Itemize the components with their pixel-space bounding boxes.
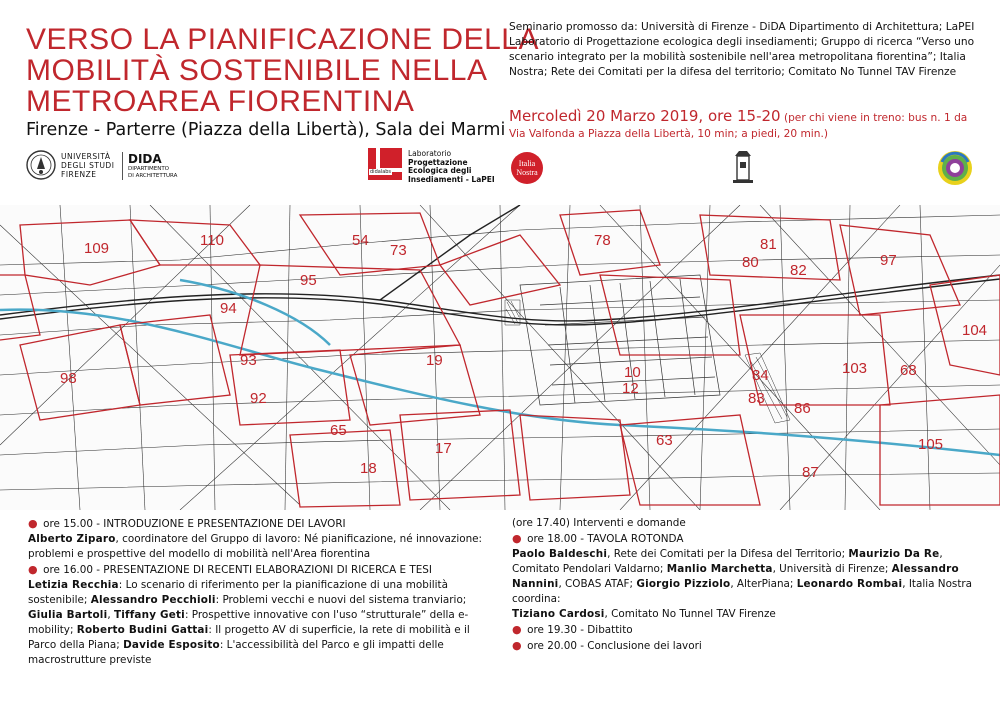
dida-sub: DIPARTIMENTO	[128, 166, 170, 172]
program-text: coordina:	[512, 593, 561, 605]
zone-number: 12	[622, 380, 639, 397]
zone-number: 94	[220, 300, 237, 317]
lapei-line: Ecologica degli	[408, 166, 472, 175]
program-entry	[28, 578, 498, 668]
lapei-line: Progettazione	[408, 157, 468, 167]
italia-nostra-logo	[511, 152, 543, 184]
program-text: , COBAS ATAF;	[558, 578, 637, 590]
lapei-mark-icon	[368, 148, 402, 180]
zone-number: 92	[250, 390, 267, 407]
program-bullet	[28, 562, 498, 578]
zone-number: 98	[60, 370, 77, 387]
bullet-dot-icon: ●	[512, 623, 526, 636]
program-entry	[512, 547, 982, 592]
zone-number: 65	[330, 422, 347, 439]
speaker-name: Paolo Baldeschi	[512, 548, 608, 560]
dida-sub: DI ARCHITETTURA	[128, 173, 178, 179]
program-text: : Il progetto AV di superficie, la rete di mobilità e il Parco della Piana;	[28, 624, 470, 651]
program-text: , AlterPiana;	[730, 578, 797, 590]
zone-number: 103	[842, 360, 868, 377]
lapei-line: Laboratorio	[408, 149, 452, 158]
program-text: , Comitato Pendolari Valdarno;	[512, 548, 943, 575]
zone-number: 84	[752, 367, 769, 384]
zone-number: 87	[802, 464, 819, 481]
program-bullet	[28, 516, 498, 532]
tower-logo-icon	[733, 151, 753, 183]
speaker-name: Letizia Recchia	[28, 579, 119, 591]
dida-logo	[122, 152, 177, 180]
unifi-logo	[26, 148, 114, 182]
title-line: VERSO LA PIANIFICAZIONE DELLA	[26, 23, 539, 56]
zone-number: 78	[594, 232, 611, 249]
zone-number: 83	[748, 390, 765, 407]
speaker-name: Alberto Ziparo	[28, 533, 116, 545]
italia-nostra-line: Nostra	[516, 168, 538, 177]
program-text: , Università di Firenze;	[772, 563, 892, 575]
zone-number: 68	[900, 362, 917, 379]
zone-number: 93	[240, 352, 257, 369]
program-text: : Problemi vecchi e nuovi del sistema tranviario;	[215, 594, 467, 606]
partner-logos-art	[509, 148, 987, 188]
program-text: ore 18.00 - TAVOLA ROTONDA	[527, 533, 684, 545]
program-text: : Lo scenario di riferimento per la pianificazione di una mobilità sostenibile;	[28, 579, 448, 606]
program-text: (ore 17.40) Interventi e domande	[512, 517, 686, 529]
title-line: MOBILITÀ SOSTENIBILE NELLA	[26, 54, 488, 87]
zone-number: 110	[200, 232, 224, 249]
bullet-dot-icon: ●	[28, 517, 42, 530]
unifi-name	[61, 152, 114, 179]
zone-number: 18	[360, 460, 377, 477]
partner-logos	[509, 148, 987, 188]
program-text: ore 20.00 - Conclusione dei lavori	[527, 640, 702, 652]
zone-number: 95	[300, 272, 317, 289]
speaker-name: Roberto Budini Gattai	[76, 624, 209, 636]
program-text: ore 15.00 - INTRODUZIONE E PRESENTAZIONE DEI LAVORI	[43, 518, 346, 530]
date-note: (per chi viene in treno: bus n. 1 da Via Valfonda a Piazza della Libertà, 10 min; a piedi, 20 min.)	[509, 112, 968, 140]
program-text: , Italia Nostra	[902, 578, 973, 590]
unifi-line: FIRENZE	[61, 169, 97, 179]
zone-number: 104	[962, 322, 988, 339]
bullet-dot-icon: ●	[28, 563, 42, 576]
speaker-name: Alessandro Pecchioli	[90, 594, 216, 606]
program-text: , Rete dei Comitati per la Difesa del Territorio;	[607, 548, 849, 560]
title-line: METROAREA FIORENTINA	[26, 85, 415, 118]
spiral-logo-icon	[938, 151, 972, 185]
speaker-name: Maurizio Da Re	[848, 548, 940, 560]
program-text: , Comitato No Tunnel TAV Firenze	[604, 608, 776, 620]
program-bullet	[512, 638, 982, 654]
zone-number: 80	[742, 254, 759, 271]
dida-name: DIDA	[128, 152, 162, 166]
program-text: : Prospettive innovative con l'uso “strutturale” della e-mobility;	[28, 609, 469, 636]
program-bullet	[512, 531, 982, 547]
zone-number: 105	[918, 436, 944, 453]
zone-number: 54	[352, 232, 369, 249]
zone-number: 109	[84, 240, 110, 257]
italia-nostra-line: Italia	[518, 159, 536, 168]
zone-number: 81	[760, 236, 777, 253]
speaker-name: Leonardo Rombai	[796, 578, 903, 590]
speaker-name: Giorgio Pizziolo	[636, 578, 731, 590]
city-map	[0, 205, 1000, 510]
program-text: : L'accessibilità del Parco e gli impatti delle macrostrutture previste	[28, 639, 444, 666]
program-plain	[512, 592, 982, 607]
lapei-mark-label: didalabs	[370, 169, 392, 175]
unifi-line: DEGLI STUDI	[61, 160, 115, 170]
lapei-name	[408, 150, 495, 184]
program-text: ,	[107, 609, 114, 621]
speaker-name: Davide Esposito	[123, 639, 220, 651]
organizer-logos	[26, 148, 506, 188]
program-text: , coordinatore del Gruppo di lavoro: Né pianificazione, né innovazione: problemi e prospettive del modello di mobilità nell'Area fiorentina	[28, 533, 483, 560]
program-right	[512, 516, 982, 654]
event-date	[509, 108, 987, 142]
zone-number: 73	[390, 242, 407, 259]
venue-line: Firenze - Parterre (Piazza della Libertà), Sala dei Marmi	[26, 120, 506, 140]
program-entry	[28, 532, 498, 562]
program-left	[28, 516, 498, 668]
date-main: Mercoledì 20 Marzo 2019, ore 15-20	[509, 107, 781, 125]
zone-number: 82	[790, 262, 807, 279]
program-text: ore 16.00 - PRESENTAZIONE DI RECENTI ELABORAZIONI DI RICERCA E TESI	[43, 564, 432, 576]
speaker-name: Alessandro Nannini	[512, 563, 959, 590]
zone-number: 97	[880, 252, 897, 269]
speaker-name: Tiziano Cardosi	[512, 608, 605, 620]
program-bullet	[512, 622, 982, 638]
promoters-text: Seminario promosso da: Università di Firenze - DiDA Dipartimento di Architettura; LaPEI Laboratorio di Progettazione ecologica degli insediamenti; Gruppo di ricerca “Verso uno scenario integrato per la mobilità sostenibile nell'area metropolitana fiorentina”; Italia Nostra; Rete dei Comitati per la difesa del territorio; Comitato No Tunnel TAV Firenze	[509, 21, 975, 78]
lapei-logo	[368, 148, 495, 184]
speaker-name: Tiffany Geti	[113, 609, 185, 621]
program-plain	[512, 516, 982, 531]
event-title	[26, 23, 539, 118]
zone-number: 86	[794, 400, 811, 417]
speaker-name: Giulia Bartoli	[28, 609, 108, 621]
zone-number: 63	[656, 432, 673, 449]
unifi-seal-icon	[26, 148, 56, 182]
program-text: ore 19.30 - Dibattito	[527, 624, 633, 636]
zone-number: 17	[435, 440, 452, 457]
zone-number: 19	[426, 352, 443, 369]
unifi-line: UNIVERSITÀ	[61, 151, 111, 161]
bullet-dot-icon: ●	[512, 532, 526, 545]
lapei-line: Insediamenti - LaPEI	[408, 174, 495, 184]
zone-number: 10	[624, 364, 641, 381]
program-entry	[512, 607, 982, 622]
speaker-name: Manlio Marchetta	[666, 563, 773, 575]
bullet-dot-icon: ●	[512, 639, 526, 652]
